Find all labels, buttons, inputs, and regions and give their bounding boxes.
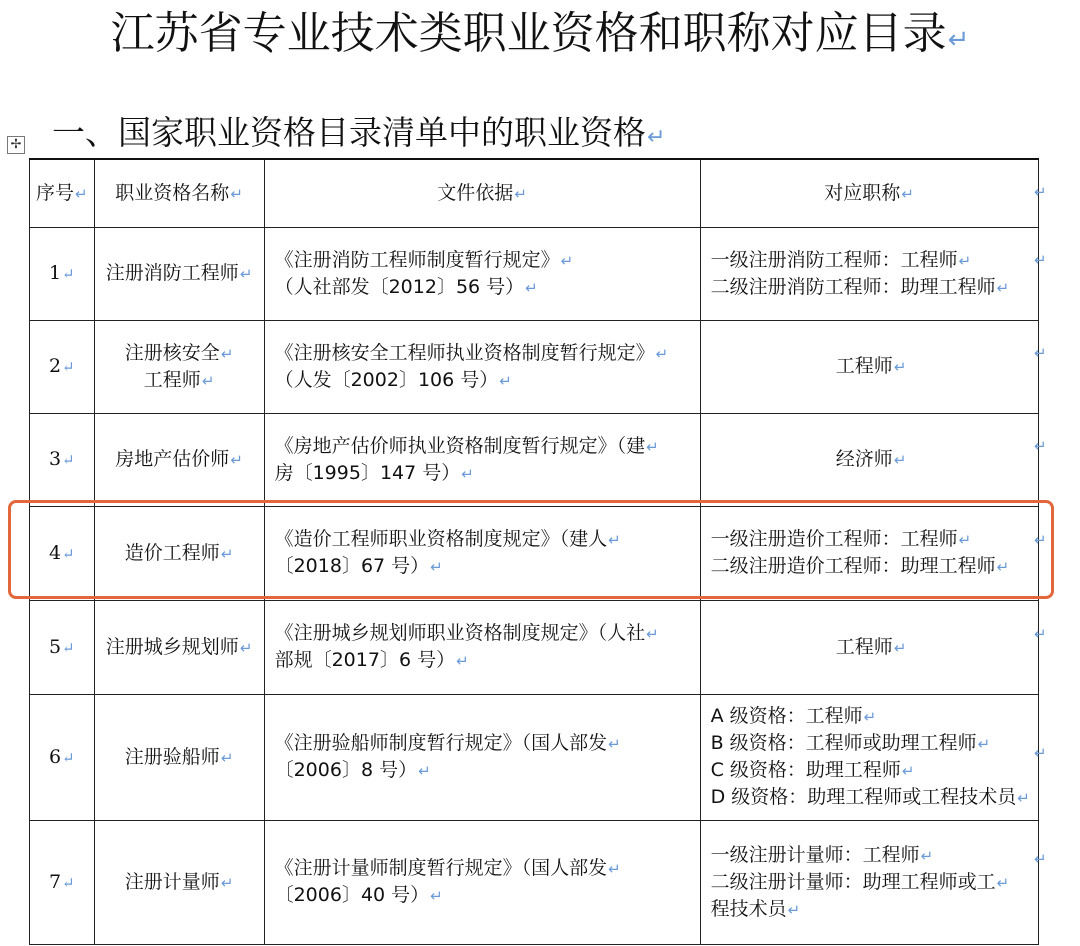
corresponding-title-line: A 级资格：工程师↵ <box>710 705 877 727</box>
corresponding-title-line: B 级资格：工程师或助理工程师↵ <box>710 732 991 754</box>
paragraph-mark-icon: ↵ <box>456 652 469 670</box>
table-row <box>30 227 1039 320</box>
paragraph-mark-icon: ↵ <box>62 873 75 892</box>
row-number: 5↵ <box>30 600 95 694</box>
paragraph-mark-icon: ↵ <box>947 25 970 55</box>
row-number: 2↵ <box>30 320 95 413</box>
paragraph-mark-icon: ↵ <box>655 344 669 363</box>
paragraph-mark-icon: ↵ <box>220 748 234 767</box>
paragraph-mark-icon: ↵ <box>418 762 431 780</box>
document-title-text: 江苏省专业技术类职业资格和职称对应目录 <box>110 8 947 59</box>
paragraph-mark-icon: ↵ <box>863 708 877 726</box>
qualification-name-line: 注册核安全↵ <box>124 341 234 364</box>
document-basis-line: 部规〔2017〕6 号）↵ <box>274 649 469 671</box>
row-end-mark-icon: ↵ <box>1034 344 1047 362</box>
document-basis-line: 《注册验船师制度暂行规定》（国人部发↵ <box>274 732 621 754</box>
corresponding-title-line: 工程师↵ <box>835 635 907 658</box>
qualification-name-line: 造价工程师↵ <box>124 541 234 564</box>
row-number: 7↵ <box>30 820 95 944</box>
corresponding-title-line: D 级资格：助理工程师或工程技术员↵ <box>710 786 1030 808</box>
document-basis-line: 〔2006〕40 号）↵ <box>274 884 443 906</box>
paragraph-mark-icon: ↵ <box>430 558 443 576</box>
document-basis-line: 〔2006〕8 号）↵ <box>274 759 431 781</box>
paragraph-mark-icon: ↵ <box>560 251 574 270</box>
paragraph-mark-icon: ↵ <box>1017 789 1030 807</box>
paragraph-mark-icon: ↵ <box>62 638 75 657</box>
document-basis-line: 《注册城乡规划师职业资格制度规定》（人社↵ <box>274 622 659 644</box>
paragraph-mark-icon: ↵ <box>220 873 234 892</box>
paragraph-mark-icon: ↵ <box>901 762 915 780</box>
paragraph-mark-icon: ↵ <box>893 638 907 657</box>
paragraph-mark-icon: ↵ <box>958 251 972 270</box>
qualification-name <box>94 694 264 820</box>
row-end-mark-icon: ↵ <box>1034 531 1047 549</box>
paragraph-mark-icon: ↵ <box>499 371 512 390</box>
qualification-name-line: 注册验船师↵ <box>124 745 234 768</box>
row-number: 4↵ <box>30 506 95 600</box>
paragraph-mark-icon: ↵ <box>996 558 1010 576</box>
table-header-row <box>30 159 1039 227</box>
header-basis: 文件依据↵ <box>264 159 700 227</box>
qualification-name <box>94 506 264 600</box>
corresponding-title-line: 程技术员↵ <box>710 897 801 920</box>
corresponding-title-line: 工程师↵ <box>835 355 907 377</box>
document-basis-line: 《注册消防工程师制度暂行规定》↵ <box>274 248 574 271</box>
header-title: 对应职称↵ <box>700 159 1038 227</box>
section-heading-text: 一、国家职业资格目录清单中的职业资格 <box>52 113 646 152</box>
paragraph-mark-icon: ↵ <box>977 735 991 753</box>
table-row <box>30 320 1039 413</box>
row-end-mark-icon: ↵ <box>1034 437 1047 455</box>
row-number: 3↵ <box>30 413 95 506</box>
document-basis-line: 《注册计量师制度暂行规定》（国人部发↵ <box>274 857 621 879</box>
qualification-name <box>94 320 264 413</box>
paragraph-mark-icon: ↵ <box>893 358 907 376</box>
corresponding-title-line: 一级注册造价工程师：工程师↵ <box>710 528 972 550</box>
qualification-name <box>94 820 264 944</box>
document-basis-line: 〔2018〕67 号）↵ <box>274 555 443 577</box>
document-basis <box>264 820 700 944</box>
table-move-handle-icon[interactable]: ✢ <box>7 136 25 154</box>
paragraph-mark-icon: ↵ <box>996 278 1010 297</box>
corresponding-title <box>700 694 1038 820</box>
paragraph-mark-icon: ↵ <box>62 358 75 376</box>
header-qualification: 职业资格名称↵ <box>94 159 264 227</box>
qualification-name <box>94 600 264 694</box>
paragraph-mark-icon: ↵ <box>461 464 474 483</box>
corresponding-title <box>700 320 1038 413</box>
corresponding-title-line: 二级注册造价工程师：助理工程师↵ <box>710 555 1010 577</box>
paragraph-mark-icon: ↵ <box>201 371 215 390</box>
table-row <box>30 694 1039 820</box>
paragraph-mark-icon: ↵ <box>62 544 75 563</box>
table-row <box>30 413 1039 506</box>
qualification-name-line: 注册消防工程师↵ <box>105 262 253 284</box>
paragraph-mark-icon: ↵ <box>525 278 538 297</box>
paragraph-mark-icon: ↵ <box>608 531 621 549</box>
corresponding-title-line: 一级注册计量师：工程师↵ <box>710 843 934 866</box>
document-basis-line: （人发〔2002〕106 号）↵ <box>274 368 512 391</box>
table-row <box>30 600 1039 694</box>
paragraph-mark-icon: ↵ <box>608 735 621 753</box>
paragraph-mark-icon: ↵ <box>608 860 621 878</box>
row-end-mark-icon: ↵ <box>1034 625 1047 643</box>
document-basis-line: 《造价工程师职业资格制度规定》（建人↵ <box>274 528 621 550</box>
paragraph-mark-icon: ↵ <box>220 544 234 563</box>
table-row <box>30 506 1039 600</box>
paragraph-mark-icon: ↵ <box>893 451 907 469</box>
document-basis-line: （人社部发〔2012〕56 号）↵ <box>274 275 538 298</box>
qualification-name <box>94 227 264 320</box>
corresponding-title-line: 一级注册消防工程师：工程师↵ <box>710 248 972 271</box>
paragraph-mark-icon: ↵ <box>239 638 253 657</box>
paragraph-mark-icon: ↵ <box>996 873 1010 892</box>
document-basis <box>264 320 700 413</box>
paragraph-mark-icon: ↵ <box>62 451 75 469</box>
paragraph-mark-icon: ↵ <box>646 437 659 456</box>
document-basis <box>264 600 700 694</box>
document-basis-line: 房〔1995〕147 号）↵ <box>274 461 474 484</box>
row-end-mark-icon: ↵ <box>1034 251 1047 269</box>
row-number: 1↵ <box>30 227 95 320</box>
document-basis <box>264 413 700 506</box>
document-basis <box>264 227 700 320</box>
corresponding-title-line: C 级资格：助理工程师↵ <box>710 759 915 781</box>
qualification-name-line: 工程师↵ <box>143 368 215 391</box>
qualification-name-line: 房地产估价师↵ <box>115 448 243 470</box>
corresponding-title <box>700 600 1038 694</box>
qualification-name <box>94 413 264 506</box>
paragraph-mark-icon: ↵ <box>230 451 243 469</box>
corresponding-title <box>700 413 1038 506</box>
qualification-table <box>29 158 1039 945</box>
row-number: 6↵ <box>30 694 95 820</box>
paragraph-mark-icon: ↵ <box>220 344 234 363</box>
qualification-name-line: 注册计量师↵ <box>124 870 234 893</box>
document-basis <box>264 694 700 820</box>
paragraph-mark-icon: ↵ <box>958 531 972 549</box>
qualification-name-line: 注册城乡规划师↵ <box>105 635 253 658</box>
paragraph-mark-icon: ↵ <box>647 125 666 150</box>
corresponding-title <box>700 506 1038 600</box>
corresponding-title-line: 经济师↵ <box>835 448 907 470</box>
corresponding-title <box>700 820 1038 944</box>
document-basis-line: 《房地产估价师执业资格制度暂行规定》（建↵ <box>274 434 659 457</box>
header-number: 序号↵ <box>30 159 95 227</box>
paragraph-mark-icon: ↵ <box>239 265 253 283</box>
corresponding-title-line: 二级注册计量师：助理工程师或工↵ <box>710 870 1010 893</box>
paragraph-mark-icon: ↵ <box>62 748 75 767</box>
corresponding-title-line: 二级注册消防工程师：助理工程师↵ <box>710 275 1010 298</box>
corresponding-title <box>700 227 1038 320</box>
document-basis <box>264 506 700 600</box>
paragraph-mark-icon: ↵ <box>920 846 934 865</box>
paragraph-mark-icon: ↵ <box>62 265 75 283</box>
table-row <box>30 820 1039 944</box>
row-end-mark-icon: ↵ <box>1034 850 1047 868</box>
document-basis-line: 《注册核安全工程师执业资格制度暂行规定》↵ <box>274 341 669 364</box>
section-heading <box>52 110 665 161</box>
row-end-mark-icon: ↵ <box>1034 183 1047 201</box>
paragraph-mark-icon: ↵ <box>646 625 659 643</box>
paragraph-mark-icon: ↵ <box>787 900 801 919</box>
paragraph-mark-icon: ↵ <box>430 887 443 905</box>
row-end-mark-icon: ↵ <box>1034 744 1047 762</box>
document-title <box>0 4 1080 70</box>
